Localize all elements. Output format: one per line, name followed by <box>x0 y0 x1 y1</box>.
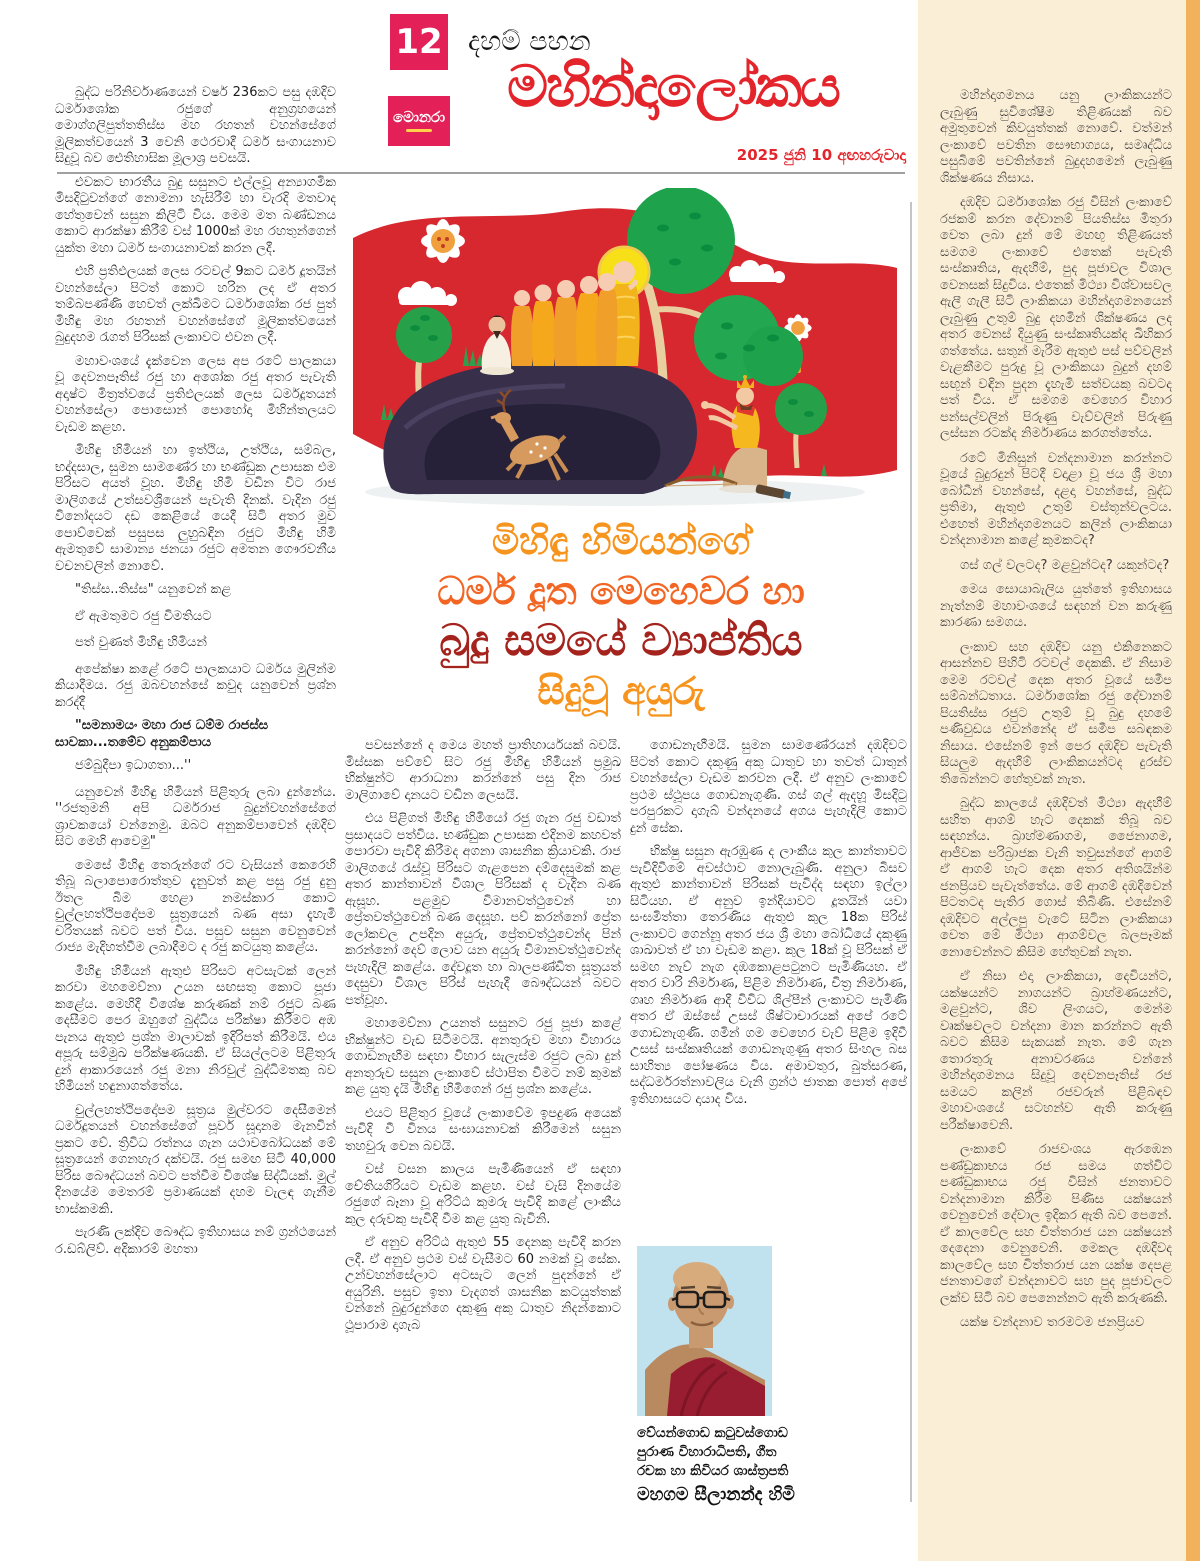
main-headline <box>335 516 907 716</box>
sidebar-paragraph: යක්ෂ වන්දනාව තරමටම ජනප්‍රියව <box>960 1315 1145 1330</box>
sidebar-paragraph: ලංකාව සහ දඹදිව යනු එකිනෙකට ආසන්නව පිහිටි රටවල් දෙකකි. ඒ නිසාම මෙම රටවල් දෙක අතර වූයේ සමීප සම්බන්ධතාය. ධර්මාශෝක රජු දේවානම් පියතිස්ස රජුට උතුම් වූ බුදු දහමේ පණිවුඩය එවන්නේද ඒ සමීප සබඳකම නිසාය. එසේනම් ඉන් පෙර දඹදිව පැවැති සියලුම ඇදහීම් ලාංකිකයන්ටද දුරස්ව තිබෙන්නට හේතුවක් නැත. <box>940 639 1172 787</box>
masthead-title: මහින්දාලෝකය <box>507 54 839 120</box>
paragraph: ගොඩනැඟීමයි. සුමන සාමණේරයන් දඹදිවට පිටත් කොට දකුණු අකු ධාතුව හා තවත් ධාතුන් වහන්සේලා වැඩම කරවන ලදී. ඒ අනුව ලංකාවේ ප්‍රථම ස්ථූපය ගොඩනැගුණි. ගස් ගල් ඇදහූ මිසදිටු පරපුරකට දාගැබ් වන්දනයේ අගය පැහැදිලි කොට දුන් සේක. <box>630 738 907 836</box>
caption-line: රචක හා කිවියර ශාස්ත්‍රපති <box>637 1462 789 1479</box>
pali-quote-line: ජම්බුදීපා ඉධාගතා...'' <box>75 758 192 773</box>
verse-line: "තිස්ස..තිස්ස" යනුවෙන් කළ <box>75 582 232 597</box>
sidebar-paragraph: ඒ නිසා එදා ලාංකිකයා, දෙවියන්ට, යක්ෂයන්ට නාගයන්ට බ්‍රාහ්මණයන්ට, මළවුන්ට, ශිව ලිංගයට, මෙන්ම වෘක්ෂවලට වන්දනා මාන කරන්නට ඇති බවට කිසිම සැකයක් නැත. මේ ගැන තොරතුරු අනාවරණය වන්නේ මහින්දාගමනය සිදුවූ දෙවනපෑතිස් රජ සමයට කලින් රජවරුන් පිළිබඳව මහාවංශයේ සටහන්ව ඇති කරුණු පරීක්ෂාවෙනි. <box>940 969 1172 1133</box>
author-name: මහගම සීලානන්ද හිමි <box>637 1484 795 1505</box>
right-column <box>630 738 907 1235</box>
headline-line-3: බුදු සමයේ ව්‍යාප්තිය <box>439 616 803 666</box>
headline-line-1: මිහිඳු හිමියන්ගේ <box>491 519 751 563</box>
paragraph: ඒ අනුව අරිට්ඨ ඇතුළු 55 දෙනකු පැවිදි කරන ලදී. ඒ අනුව ප්‍රථම වස් වැසීමට 60 නමක් වූ සේක. උන්වහන්සේලාට අටසැට ලෙන් පුදන්නේ ඒ අයුරිනි. පසුව ඉතා වැදගත් ශාසනික කටයුත්තක් වන්නේ බුදුරදුන්ගෙ දකුණු අකු ධාතුව නිදන්කොට ථූපාරාම දාගැබ <box>345 1235 621 1333</box>
sidebar-paragraph: ලංකාවේ රාජවංශය ඇරඹෙන පණ්ඩුකාභය රජ සමය ගත්විට පණ්ඩුකාභය රජු විසින් ජනතාවට වන්දනාමාන කිරීම පිණිස යක්ෂයන් වෙනුවෙන් දේවාල ඉදිකර ඇති බව පෙනේ. ඒ කාලවේල සහ චිත්තරාජ යන යක්ෂයන් දෙදෙනා වෙනුවෙනි. මෙකල දඹදිවද කාලවේල සහ චිත්තරාජ යන යක්ෂ දෙපළ ජනතාවගේ වන්දනාවට සහ පුද පූජාවලට ලක්ව සිටි බව පෙනෙන්නට ඇති කරුණකි. <box>940 1142 1172 1306</box>
verse-line: ඒ ඇමතුමට රජු විමතියට <box>75 608 212 624</box>
sidebar-paragraph: මහින්දාගමනය යනු ලාංකිකයන්ට ලැබුණු සුවිශේෂීම තිළිණයක් බව අමුතුවෙන් කිවයුත්තක් නොවේ. වත්මන් ලංකාවේ පවතින සෞභාග්‍යය, සමෘද්ධිය පසුබිමේ පවතින්නේ බුදුදහමෙන් ලැබුණු ශික්ෂණය නිසාය. <box>940 88 1172 186</box>
verse-line: පත් වුණත් මිහිඳු හිමියන් <box>75 635 207 650</box>
left-column <box>55 85 336 1555</box>
monara-logo-text: මොනරා <box>392 108 446 126</box>
paragraph: එයට පිළිතුර වූයේ ලංකාවේම ඉපදුණ අයෙක් පැවිදි වී විනය සංඝායනාවක් කිරීමෙන් සසුන තහවුරු වෙන බවයි. <box>345 1105 621 1154</box>
paragraph: මිහිඳු හිමියන් හා ඉත්ථිය, උත්ථිය, සම්බල, භද්දසාල, සුමන සාමණේර හා භණ්ඩුක උපාසක එම පිරිසට අයත් වූහ. මිහිඳු හිමි වඩින විට රාජ මාලිගයේ උත්සවශ්‍රීයෙන් පැවැති දිනක්. වැදින රජු විනෝදයට දඩ කෙළියේ යෙදී සිටි අතර මුව පොව්වෙක් පසුපස ලුහුබඳින රජුට මිහිඳු හිමි ඇමතුවේ සාමාන්‍ය ජනයා රජුට අමතන ගෞරවනීය වචනවලින් නොවේ. <box>55 443 336 574</box>
sidebar-paragraph: දඹදිව ධර්මාශෝක රජු විසින් ලංකාවේ රජකම් කරන දේවානම් පියතිස්ස මිතුරා වෙත ලබා දුන් මේ මහඟු තිළිණයත් සමගම ලංකාවේ එතෙක් පැවැති සංස්කෘතිය, ඇදහීම්, පුද පූජාවල විශාල වෙනසක් සිදුවිය. එතෙක් මිථ්‍යා විශ්වාසවල ඇලී ගැලී සිටි ලාංකිකයා මහින්දාගමනයෙන් ලැබුණු උතුම් බුදු දහමින් ශික්ෂණය ලද අතර වෙනස් දියුණු සංස්කෘතියක්ද ඛිහිකර ගත්තේය. සතුන් මැරීම ඇතුළු පස් පව්වලින් වැළකීමට පුරුදු වූ ලාංකිකයා බුදුන් දහම් සඟුන් වඳින පුදන දැහැමි සත්වයකු බවටද පත් විය. ඒ සමගම වෙහෙර විහාර පන්සල්වලින් පිරුණු වැව්වලින් පිරුණු ලස්සන රටක්ද නිර්මාණය කරගත්තේය. <box>940 195 1172 441</box>
headline-line-4: සිදුවූ අයුරු <box>537 669 705 713</box>
photo-caption <box>637 1424 855 1507</box>
caption-line: පුරාණ විහාරාධිපති, ගීත <box>637 1443 777 1460</box>
paragraph: භික්ෂු සසුන ඇරඹුණ ද ලාංකීය කුල කාන්තාවට පැවිදිවීමේ අවස්ථාව නොලැබුණි. අනුලා බිසව ඇතුළු කාන්තාවන් පිරිසක් පැවිද්ද සඳහා ඉල්ලා සිටියහ. ඒ අනුව ඉන්දියාවට දූතයින් යවා සංඝමිත්තා තෙරණිය ඇතුළු කුල 18ක පිරිස් ලංකාවට ගෙන්නූ අතර ජය ශ්‍රී මහා බෝධියේ දකුණු ශාඛාවත් ඒ හා වැඩම කළා. කුල 18ක් වූ පිරිසක් ඒ සමඟ නැව් නැග දඹකොළපටුනට පැමිණියහ. ඒ අතර වාරි නිර්මාණ, පිළිම නිර්මාණ, චිත්‍ර නිර්මාණ, ගෘහ නිර්මාණ ආදී විවිධ ශිල්පීන් ලංකාවට පැමිණි අතර ඒ ඔස්සේ උසස් ශිෂ්ටාචාරයක් අපේ රටේ ගොඩනැගුණි. ගමින් ගම වෙහෙර වැව් පිළිම ඉදිවී උසස් සංස්කෘතියක් ගොඩනැගුණු අතර සිංහල බස සාහිත්‍ය පෝෂණය විය. අමාවතුර, බුත්සරණ, සද්ධර්මරත්නාවලිය වැනි ග්‍රන්ථ ජාතක පොත් අපේ ඉතිහාසයට දායාද විය. <box>630 844 907 1107</box>
logo-underline <box>406 129 432 132</box>
paragraph: පවසන්නේ ද මෙය මහත් ප්‍රාතිහාර්යයක් බවයි. මිස්සක පව්වේ සිට රජු මිහිඳු හිමියන් ප්‍රමුඛ භික්ෂුන්ට ආරාධනා කරන්නේ පසු දින රාජ මාලිගාවේ දානයට වඩින ලෙසයි. <box>345 738 621 803</box>
paragraph: මහාමෙව්නා උයනත් සසුනට රජු පූජා කළේ භික්ෂුන්ට වැඩ සිටීමටයි. අනතුරුව මහා විහාරය ගොඩනැඟීම සඳහා විහාර සැලැස්ම රජුට ලබා දුන් අනතුරුව සසුන ලංකාවේ ස්ථාපිත වීමට නම් කුමක් කළ යුතු දැයි මිහිඳු හිමිගෙන් රජු ප්‍රශ්න කළේය. <box>345 1016 621 1097</box>
sidebar-paragraph: රටේ මිනිසුන් වන්දනාමාන කරන්නට වූයේ බුදුරදුන් පිටදී වදාළා වූ ජය ශ්‍රී මහා බෝධීන් වහන්සේ, දළදා වහන්සේ, බුද්ධ ප්‍රතිමා, ඇතුළු උතුම් වස්තූන්වලටය. එහෙත් මහින්දාගමනයට කලින් ලාංකිකයා වන්දනාමාන කළේ කුමකටද? <box>940 450 1172 548</box>
sidebar-paragraph: මෙය සොයාබැලිය යුත්තේ ඉතිහාසය නැත්නම් මහාවංශයේ සඳහන් වන කරුණු කාරණා සමගය. <box>940 582 1172 630</box>
paragraph: වස් වසන කාලය පැමිණියෙන් ඒ සඳහා චේතියගිරියට වැඩම කළහ. වස් වැසි දිනයේම රජුගේ බෑනා වූ අරිට්ඨ කුමරු පැවිදි කළේ ලාංකීය කුල දරුවකු පැවිදි වීම කළ යුතු බැවිනි. <box>345 1162 621 1227</box>
middle-column <box>345 738 621 1554</box>
paragraph: යනුවෙන් මිහිඳු හිමියන් පිළිතුරු ලබා දුන්නේය. ''රජතුමනි අපි ධර්මරාජ බුදුන්වහන්සේගේ ශ්‍රාවකයෝ වන්නෙමු. ඔබට අනුකම්පාවෙන් දඹදිව සිට මෙහි ආවෙමු" <box>55 784 336 849</box>
caption-line: වේයන්ගොඩ කටුවස්ගොඩ <box>637 1425 788 1441</box>
paragraph: එවකට භාරතීය බුදු සසුනට එල්ලවූ අන්‍යාගමික මිසදිටුවන්ගේ නොමනා හැසිරීම් හා වැරදි මතවාද හේතුවෙන් සසුන කිලිටි විය. මෙම මත බණ්ඩනය කොට ආරක්ෂා කිරීම් වස් 1000ක් මහ රහතුන්ගෙන් යුක්ත මහා ධර්ම සංගායනාවක් කරන ලදී. <box>55 174 336 256</box>
sidebar-paragraph: ගස් ගල් වලටද? මළවුන්ටද? යකුන්ටද? <box>960 557 1170 573</box>
pali-quote: "සමනාමයං මහා රාජ ධම්ම රාජස්ස සාවකා...තමේව අනුකම්පාය <box>55 718 269 750</box>
headline-line-2: ධර්ම දූත මෙහෙවර හා <box>437 569 805 613</box>
sidebar-paragraph: බුද්ධ කාලයේ දඹදිවත් මිථ්‍යා ඇදහීම් සහිත ආගම් හැට දෙකක් තිබූ බව සඳහන්ය. බ්‍රාහ්මණාගම, ජෛනාගම, ආජීවක පරිබ්‍රාජක වැනි තවුසන්ගේ ආගම් ඒ ආගම් හැට දෙක අතර අතිශයින්ම ජනප්‍රියව පැවැත්තේය. මේ ආගම් දඹදිවෙන් පිටතටද පැතිර ගොස් තිබිණි. එසේනම් දඹදිවට අල්ලපු වැටේ සිටින ලාංකිකයා වෙත මේ මිථ්‍යා ආගම්වල බලපෑමක් නොවෙන්නට කිසිම හේතුවක් නැත. <box>940 796 1172 960</box>
page-edge-strip <box>1186 0 1200 1561</box>
paragraph: අපේක්ෂා කළේ රටේ පාලකයාට ධර්මය මුලින්ම කියාදීමය. රජු ඔබවහන්සේ කවුද යනුවෙන් ප්‍රශ්න කරද්දී <box>55 661 336 710</box>
sidebar-article <box>918 0 1186 1561</box>
lotus-flower-icon <box>421 219 465 263</box>
paragraph: මිහිඳු හිමියන් ඇතුළු පිරිසට අටසැටක් ලෙන් කරවා මහමෙව්නා උයන සඟසතු කොට පූජා කළේය. මෙහිදී විශේෂ කරුණක් නම් රජුට බණ දෙසීමට පෙර ඔහුගේ බුද්ධිය පරීක්ෂා කිරීමට අඹ පැනය ඇතුළු ප්‍රශ්න මාලාවක් ඉදිරිපත් කිරීමයි. එය අපූරු සම්මුඛ පරීක්ෂණයකි. ඒ සියල්ලටම පිළිතුරු දුන් ආකාරයෙන් රජු මනා නිරවුල් බුද්ධිමතකු බව හිමියන් හඳුනාගත්තේය. <box>55 963 336 1094</box>
paragraph: චුල්ලහත්ථිපදෝපම සූත්‍රය මුල්වරට දෙසීමෙන් ධර්මදූතයන් වහන්සේගේ පූර්ව සූදානම මැනවින් ප්‍රකට වේ. ත්‍රිවිධ රත්නය ගැන යථාවබෝධයක් මේ සූත්‍රයෙන් ගෙනහැර දක්වයි. රජු සමඟ සිටි 40,000 පිරිස බෞද්ධයන් බවට පත්වීම විශේෂ සිද්ධියක්. මුල් දිනයේම මෙතරම් ප්‍රමාණයක් දහම වැලඳ ගැනීම භාස්කමකි. <box>55 1102 336 1217</box>
author-monk-photo <box>637 1246 772 1416</box>
paragraph: මෙසේ මිහිඳු තෙරුන්ගේ රට වැසියන් කෙරෙහි තිබූ බලාපොරොත්තුව දැනුවත් කළ පසු රජු දුනු ඊතල බිම හෙළා නමස්කාර කොට චුල්ලහත්ථිපදෝපම සූත්‍රයෙන් බණ අසා දැහැමි චරිතයක් බවට පත් විය. පසුව සසුන වෙනුවෙන් රාජ්‍ය මැදිහත්වීම ලබාදීමට ද රජු කටයුතු කළේය. <box>55 857 336 955</box>
paragraph: මහාවංශයේ දැක්වෙන ලෙස අප රටේ පාලකයා වූ දෙවනපෑතිස් රජු හා අශෝක රජු අතර පැවැති අදෘෂ්ට මිත්‍රත්වයේ ප්‍රතිඵලයක් ලෙස ධර්මදූතයන් වහන්සේලා පොසොන් පොහෝදා මිහින්තලයට වැඩම කළහ. <box>55 353 336 435</box>
sidebar-divider-line <box>910 202 912 1502</box>
paragraph: එය පිළිගත් මිහිඳු හිමියෝ රජු ගැන රජු වඩාත් ප්‍රසාදයට පත්විය. භණ්ඩුක උපාසක එදිනම කහවත් පොරවා පැවිදි කිරීමද අගනා ශාසනික ක්‍රියාවකි. රාජ මාලිගයේ රැස්වූ පිරිසට ගැළපෙන දම්දෙසුමක් කළ අතර කාන්තාවන් විශාල පිරිසක් ද වැදින බණ ඇසූහ. පළමුව විමානවත්ථුවෙන් හා ප්‍රේතවත්ථුවෙන් බණ දෙසූහ. පව් කරන්නෝ ප්‍රේත ලෝකවල උපදින අයුරු, ප්‍රේතවත්ථුවෙන්ද පින් කරන්නෝ දෙව් ලොව යන අයුරු විමානවත්ථුවෙන්ද පැහැදිලි කළේය. දේවදූත හා බාලපණ්ඩිත සූත්‍රයත් දෙසුවා විශාල පිරිස් පැහැදී බෞද්ධයන් බවට පත්වූහ. <box>345 811 621 1008</box>
paragraph: පැරණි ලක්දිව බෞද්ධ ඉතිහාසය නම් ග්‍රන්ථයෙන් ර.ඩබ්ලිව්. අදිකාරම් මහතා <box>55 1225 336 1257</box>
page-number: 12 <box>395 22 443 62</box>
section-label: දහම් පහන <box>468 26 591 57</box>
paragraph: බුද්ධ පරිනිර්වාණයෙන් වර්ෂ 236කට පසු දඹදිව ධර්මාශෝක රජුගේ අනුග්‍රහයෙන් මොග්ගලිපුත්තතිස්ස මහ රහතන් වහන්සේගේ මූලිකත්වයෙන් 3 වෙනි ථෙරවාදී ධර්ම සංගායනාව සිදුවූ බව ඓතිහාසික මූලාශ්‍ර පවසයි. <box>55 85 336 166</box>
paragraph: එහි ප්‍රතිඵලයක් ලෙස රටවල් 9කට ධර්ම දූතයින් වහන්සේලා පිටත් කොට හරින ලද ඒ අතර තම්බපණ්ණි හෙවත් ලක්ඛිමට ධර්මාශෝක රජ පුත් මිහිඳු මහ රහතන් වහන්සේගේ මූලිකත්වයෙන් බුදුදහම රැගත් පිරිසක් ලංකාවට එවන ලදී. <box>55 264 336 345</box>
issue-date: 2025 ජුනි 10 අඟහරුවාදා <box>736 146 906 164</box>
poson-illustration <box>345 188 905 515</box>
